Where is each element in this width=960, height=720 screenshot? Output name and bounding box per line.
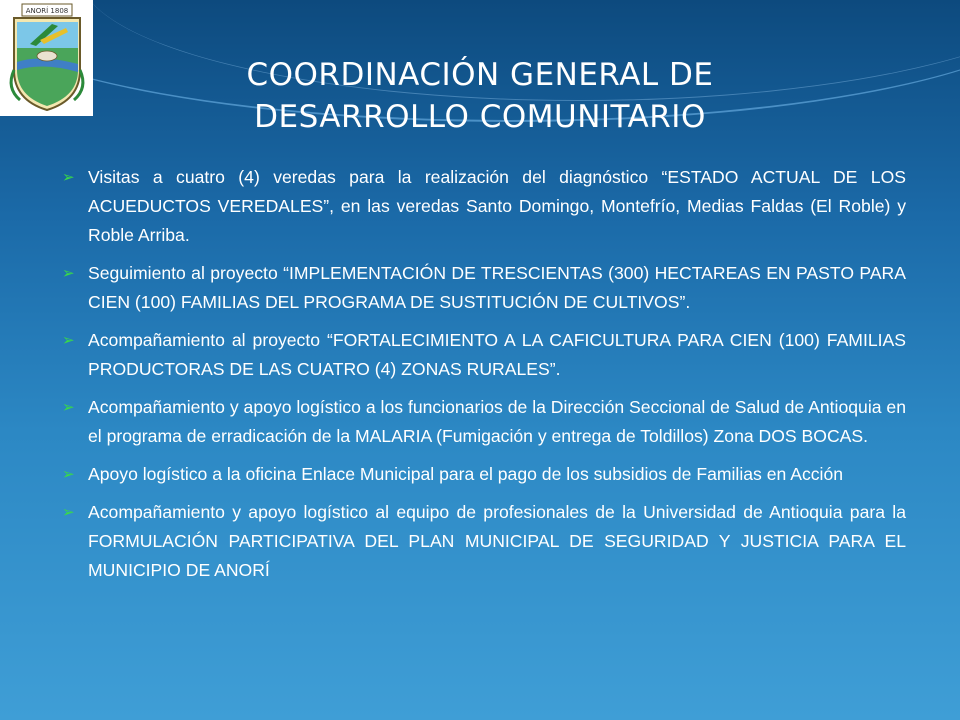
arrow-bullet-icon: ➢ (62, 504, 75, 521)
slide-title (0, 54, 960, 138)
list-item-text: Acompañamiento y apoyo logístico a los funcionarios de la Dirección Seccional de Salud de Antioquia en el programa de erradicación de la MALARIA (Fumigación y entrega de Toldillos) Zona DOS BOCAS. (88, 397, 906, 446)
slide-title-line-2: DESARROLLO COMUNITARIO (254, 99, 706, 135)
arrow-bullet-icon: ➢ (62, 466, 75, 483)
list-item-text: Acompañamiento y apoyo logístico al equipo de profesionales de la Universidad de Antioquia para la FORMULACIÓN PARTICIPATIVA DEL PLAN MUNICIPAL DE SEGURIDAD Y JUSTICIA PARA EL MUNICIPIO DE ANORÍ (88, 502, 906, 580)
list-item (60, 460, 906, 489)
list-item-text: Seguimiento al proyecto “IMPLEMENTACIÓN DE TRESCIENTAS (300) HECTAREAS EN PASTO PARA CIEN (100) FAMILIAS DEL PROGRAMA DE SUSTITUCIÓN DE CULTIVOS”. (88, 263, 906, 312)
list-item (60, 326, 906, 384)
list-item-text: Visitas a cuatro (4) veredas para la realización del diagnóstico “ESTADO ACTUAL DE LOS ACUEDUCTOS VEREDALES”, en las veredas Santo Domingo, Montefrío, Medias Faldas (El Roble) y Roble Arriba. (88, 167, 906, 245)
arrow-bullet-icon: ➢ (62, 332, 75, 349)
activities-list (60, 163, 906, 594)
list-item (60, 163, 906, 250)
list-item (60, 393, 906, 451)
arrow-bullet-icon: ➢ (62, 399, 75, 416)
arrow-bullet-icon: ➢ (62, 265, 75, 282)
list-item (60, 498, 906, 585)
list-item-text: Acompañamiento al proyecto “FORTALECIMIENTO A LA CAFICULTURA PARA CIEN (100) FAMILIAS PRODUCTORAS DE LAS CUATRO (4) ZONAS RURALES”. (88, 330, 906, 379)
logo-banner-text: ANORÍ 1808 (25, 7, 69, 15)
list-item (60, 259, 906, 317)
arrow-bullet-icon: ➢ (62, 169, 75, 186)
list-item-text: Apoyo logístico a la oficina Enlace Municipal para el pago de los subsidios de Familias en Acción (88, 464, 844, 484)
slide-title-line-1: COORDINACIÓN GENERAL DE (246, 57, 714, 93)
